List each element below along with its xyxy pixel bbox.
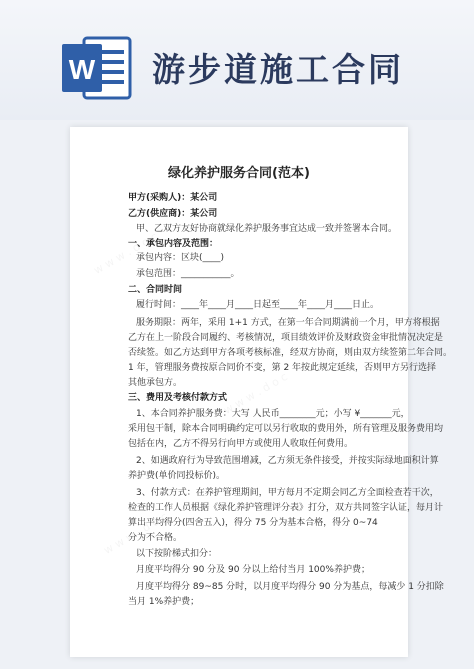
paragraph-line: 采用包干制，除本合同明确约定可以另行收取的费用外，所有管理及服务费用均 [128,424,444,434]
paragraph-line: 2、如遇政府行为导致范围增减，乙方须无条件接受，并按实际绿地面积计算 [136,456,439,466]
clause-line: 履行时间：____年____月____日起至____年____月____日止。 [136,300,380,310]
section-heading: 三、费用及考核付款方式 [128,393,228,403]
clause-line: 承包范围：___________。 [136,269,240,279]
paragraph-line: 乙方在上一阶段合同履约、考核情况，项目绩效评价及财政资金审批情况决定是 [128,333,444,343]
paragraph-line: 包括在内，乙方不得另行向甲方或使用人收取任何费用。 [128,439,354,449]
paragraph-line: 3、付款方式：在养护管理期间，甲方每月不定期会同乙方全面检查若干次， [136,488,439,498]
paragraph-line: 其他承包方。 [128,378,183,388]
paragraph-line: 服务期限：两年，采用 1+1 方式，在第一年合同期满前一个月，甲方将根据 [136,318,440,328]
paragraph-line: 1 年，管理服务费按原合同价不变，第 2 年按此规定延续，否则甲方另行选择 [128,363,437,373]
paragraph-line: 检查的工作人员根据《绿化养护管理评分表》打分，双方共同签字认证，每月计 [128,503,444,513]
paragraph-line: 月度平均得分 90 分及 90 分以上给付当月 100%养护费； [136,565,370,575]
document-page [70,127,453,657]
contract-heading: 绿化养护服务合同(范本) [168,166,310,181]
paragraph-line: 否续签。如乙方达到甲方各项考核标准，经双方协商，则由双方续签第二年合同。 [128,348,453,358]
paragraph-line: 算出平均得分(四舍五入)，得分 75 分为基本合格，得分 0~74 [128,518,378,528]
paragraph-line: 分为不合格。 [128,533,183,543]
party-b-line: 乙方(供应商)：某公司 [128,209,218,219]
intro-line: 甲、乙双方友好协商就绿化养护服务事宜达成一致并签署本合同。 [136,224,398,234]
banner [0,0,474,120]
section-heading: 二、合同时间 [128,285,183,295]
word-icon-letter: W [68,54,96,85]
clause-line: 承包内容：区块(____) [136,253,225,263]
banner-title: 游步道施工合同 [152,50,404,89]
word-document-icon [62,36,132,100]
paragraph-line: 以下按阶梯式扣分： [136,549,218,559]
section-heading: 一、承包内容及范围： [128,239,219,249]
paragraph-line: 养护费(单价同投标价)。 [128,471,226,481]
paragraph-line: 1、本合同养护服务费：大写 人民币________元；小写 ¥_______元， [136,409,410,419]
party-a-line: 甲方(采购人)：某公司 [128,193,218,203]
paragraph-line: 当月 1%养护费； [128,597,200,607]
paragraph-line: 月度平均得分 89~85 分时，以月度平均得分 90 分为基点，每减少 1 分扣除 [136,582,444,592]
